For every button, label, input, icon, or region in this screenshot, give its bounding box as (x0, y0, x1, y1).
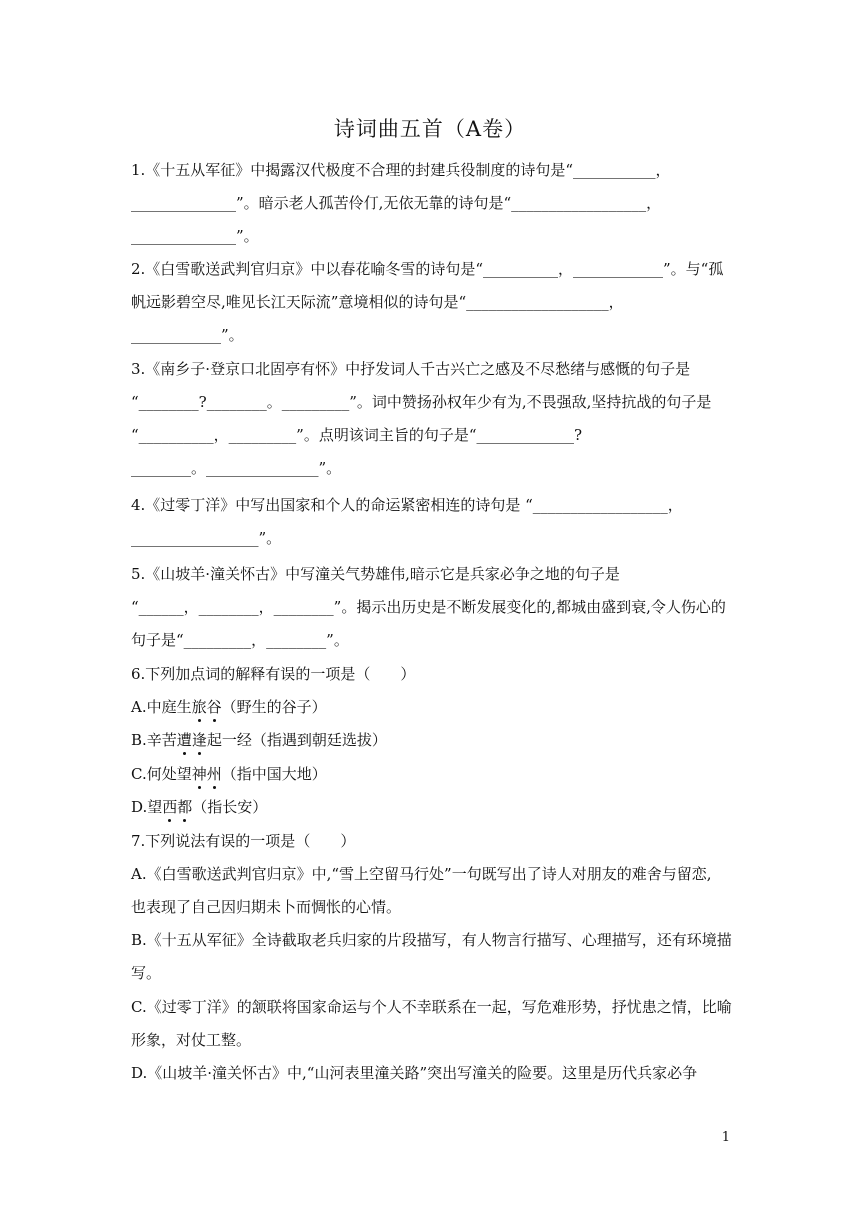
option-6a: A.中庭生旅谷（野生的谷子） (131, 698, 327, 716)
option-6b: B.辛苦遭逢起一经（指遇到朝廷选拔） (131, 731, 387, 749)
page-number: 1 (721, 1130, 730, 1145)
text-line-6: ____________”。 (131, 326, 244, 344)
text-line-24: B.《十五从军征》全诗截取老兵归家的片段描写，有人物言行描写、心理描写，还有环境描 (131, 931, 732, 949)
text-line-1: 1.《十五从军征》中揭露汉代极度不合理的封建兵役制度的诗句是“___________， (131, 161, 671, 179)
text-line-8: “________?________。_________”。词中赞扬孙权年少有为,不畏强敌,坚持抗战的句子是 (131, 393, 712, 411)
text-line-27: 形象，对仗工整。 (131, 1031, 252, 1049)
option-6c: C.何处望神州（指中国大地） (131, 765, 327, 783)
text-line-23: 也表现了自己因归期未卜而惆怅的心情。 (131, 898, 402, 916)
text-line-22: A.《白雪歌送武判官归京》中,“雪上空留马行处”一句既写出了诗人对朋友的难舍与留恋, (131, 865, 712, 883)
text-line-9: “__________，_________”。点明该词主旨的句子是“_____________? (131, 426, 583, 444)
text-line-11: 4.《过零丁洋》中写出国家和个人的命运紧密相连的诗句是 “__________________， (131, 496, 683, 514)
text-line-14: “______，________，________”。揭示出历史是不断发展变化的,都城由盛到衰,令人伤心的 (131, 598, 726, 616)
text-line-25: 写。 (131, 964, 162, 982)
text-line-13: 5.《山坡羊·潼关怀古》中写潼关气势雄伟,暗示它是兵家必争之地的句子是 (131, 565, 620, 583)
text-line-5: 帆远影碧空尽,唯见长江天际流”意境相似的诗句是“___________________， (131, 293, 624, 311)
text-line-4: 2.《白雪歌送武判官归京》中以春花喻冬雪的诗句是“__________，____________”。与“孤 (131, 260, 724, 278)
text-line-28: D.《山坡羊·潼关怀古》中,“山河表里潼关路”突出写潼关的险要。这里是历代兵家必争 (131, 1064, 698, 1082)
page-title: 诗词曲五首（A卷） (333, 117, 527, 141)
text-line-12: _________________”。 (131, 529, 282, 547)
text-line-16: 6.下列加点词的解释有误的一项是（ ） (131, 665, 416, 683)
text-line-26: C.《过零丁洋》的颔联将国家命运与个人不幸联系在一起，写危难形势，抒忧患之情，比喻 (131, 998, 732, 1016)
text-line-10: ________。_______________”。 (131, 459, 342, 477)
option-6d: D.望西都（指长安） (131, 798, 268, 816)
text-line-15: 句子是“_________，________”。 (131, 631, 349, 649)
text-line-3: ______________”。 (131, 227, 259, 245)
text-line-21: 7.下列说法有误的一项是（ ） (131, 832, 356, 850)
text-line-2: ______________”。暗示老人孤苦伶仃,无依无靠的诗句是“__________________， (131, 194, 662, 212)
text-line-7: 3.《南乡子·登京口北固亭有怀》中抒发词人千古兴亡之感及不尽愁绪与感慨的句子是 (131, 360, 691, 378)
